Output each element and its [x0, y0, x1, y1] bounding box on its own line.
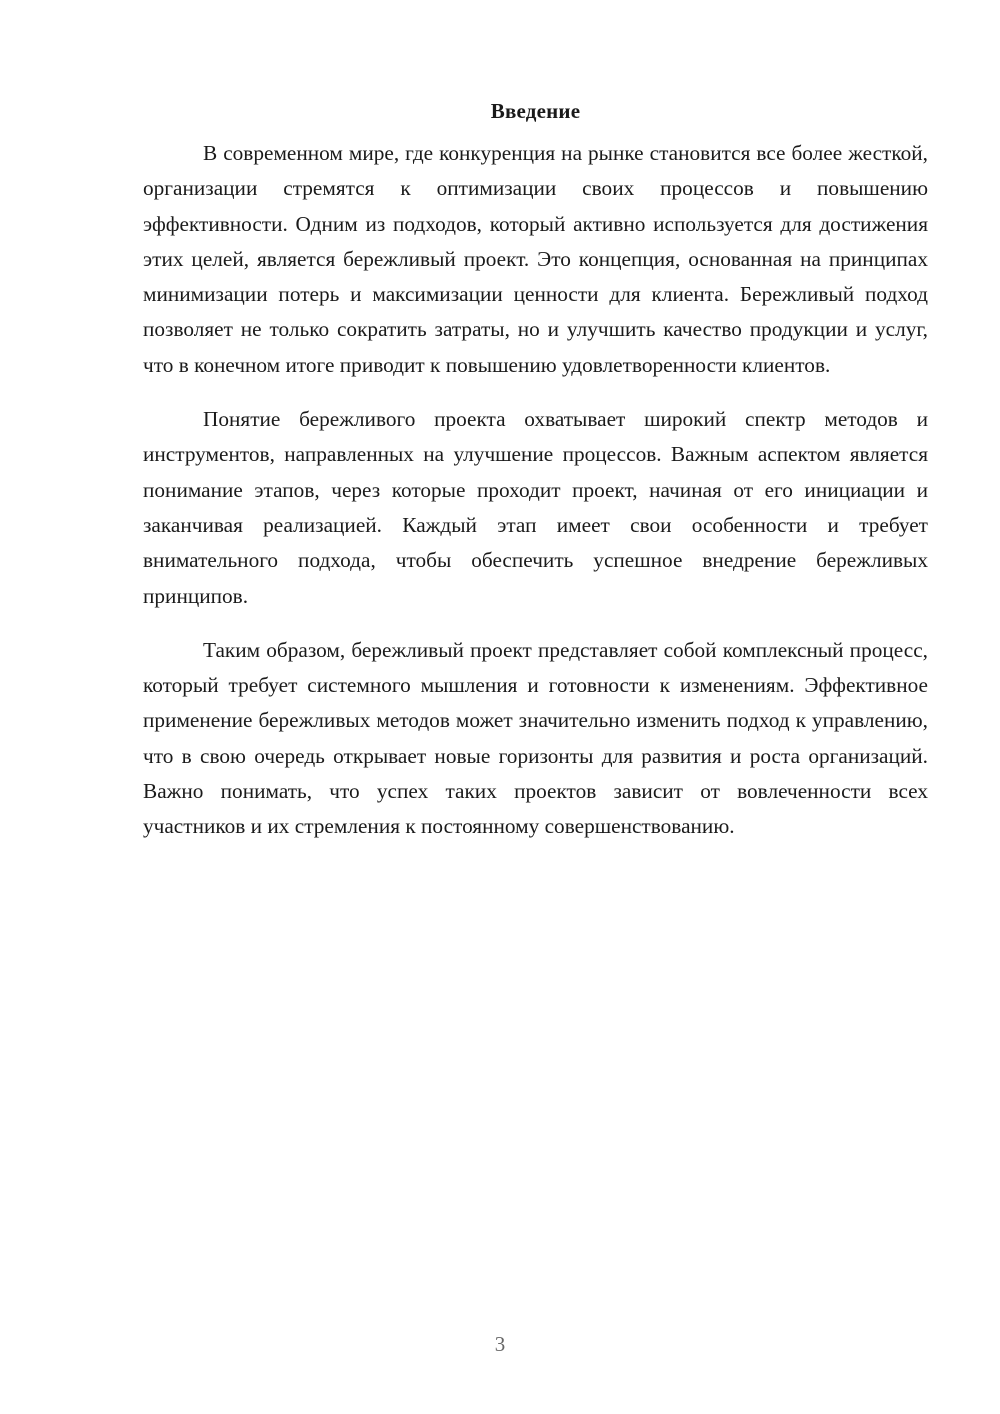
section-title: Введение: [490, 99, 581, 123]
paragraph-2: Понятие бережливого проекта охватывает широкий спектр методов и инструментов, направленных на улучшение процессов. Важным аспектом является понимание этапов, через которые проходит проект, начиная от его инициации и заканчивая реализацией. Каждый этап имеет свои особенности и требует внимательного подхода, чтобы обеспечить успешное внедрение бережливых принципов.: [143, 407, 928, 608]
page-number: 3: [494, 1332, 506, 1356]
paragraph-3: Таким образом, бережливый проект представляет собой комплексный процесс, который требует системного мышления и готовности к изменениям. Эффективное применение бережливых методов может значительно изменить подход к управлению, что в свою очередь открывает новые горизонты для развития и роста организаций. Важно понимать, что успех таких проектов зависит от вовлеченности всех участников и их стремления к постоянному совершенствованию.: [143, 637, 928, 839]
paragraph-1: В современном мире, где конкуренция на рынке становится все более жесткой, организации стремятся к оптимизации своих процессов и повышению эффективности. Одним из подходов, который активно используется для достижения этих целей, является бережливый проект. Это концепция, основанная на принципах минимизации потерь и максимизации ценности для клиента. Бережливый подход позволяет не только сократить затраты, но и улучшить качество продукции и услуг, что в конечном итоге приводит к повышению удовлетворенности клиентов.: [143, 141, 928, 377]
page-content: [143, 96, 928, 864]
